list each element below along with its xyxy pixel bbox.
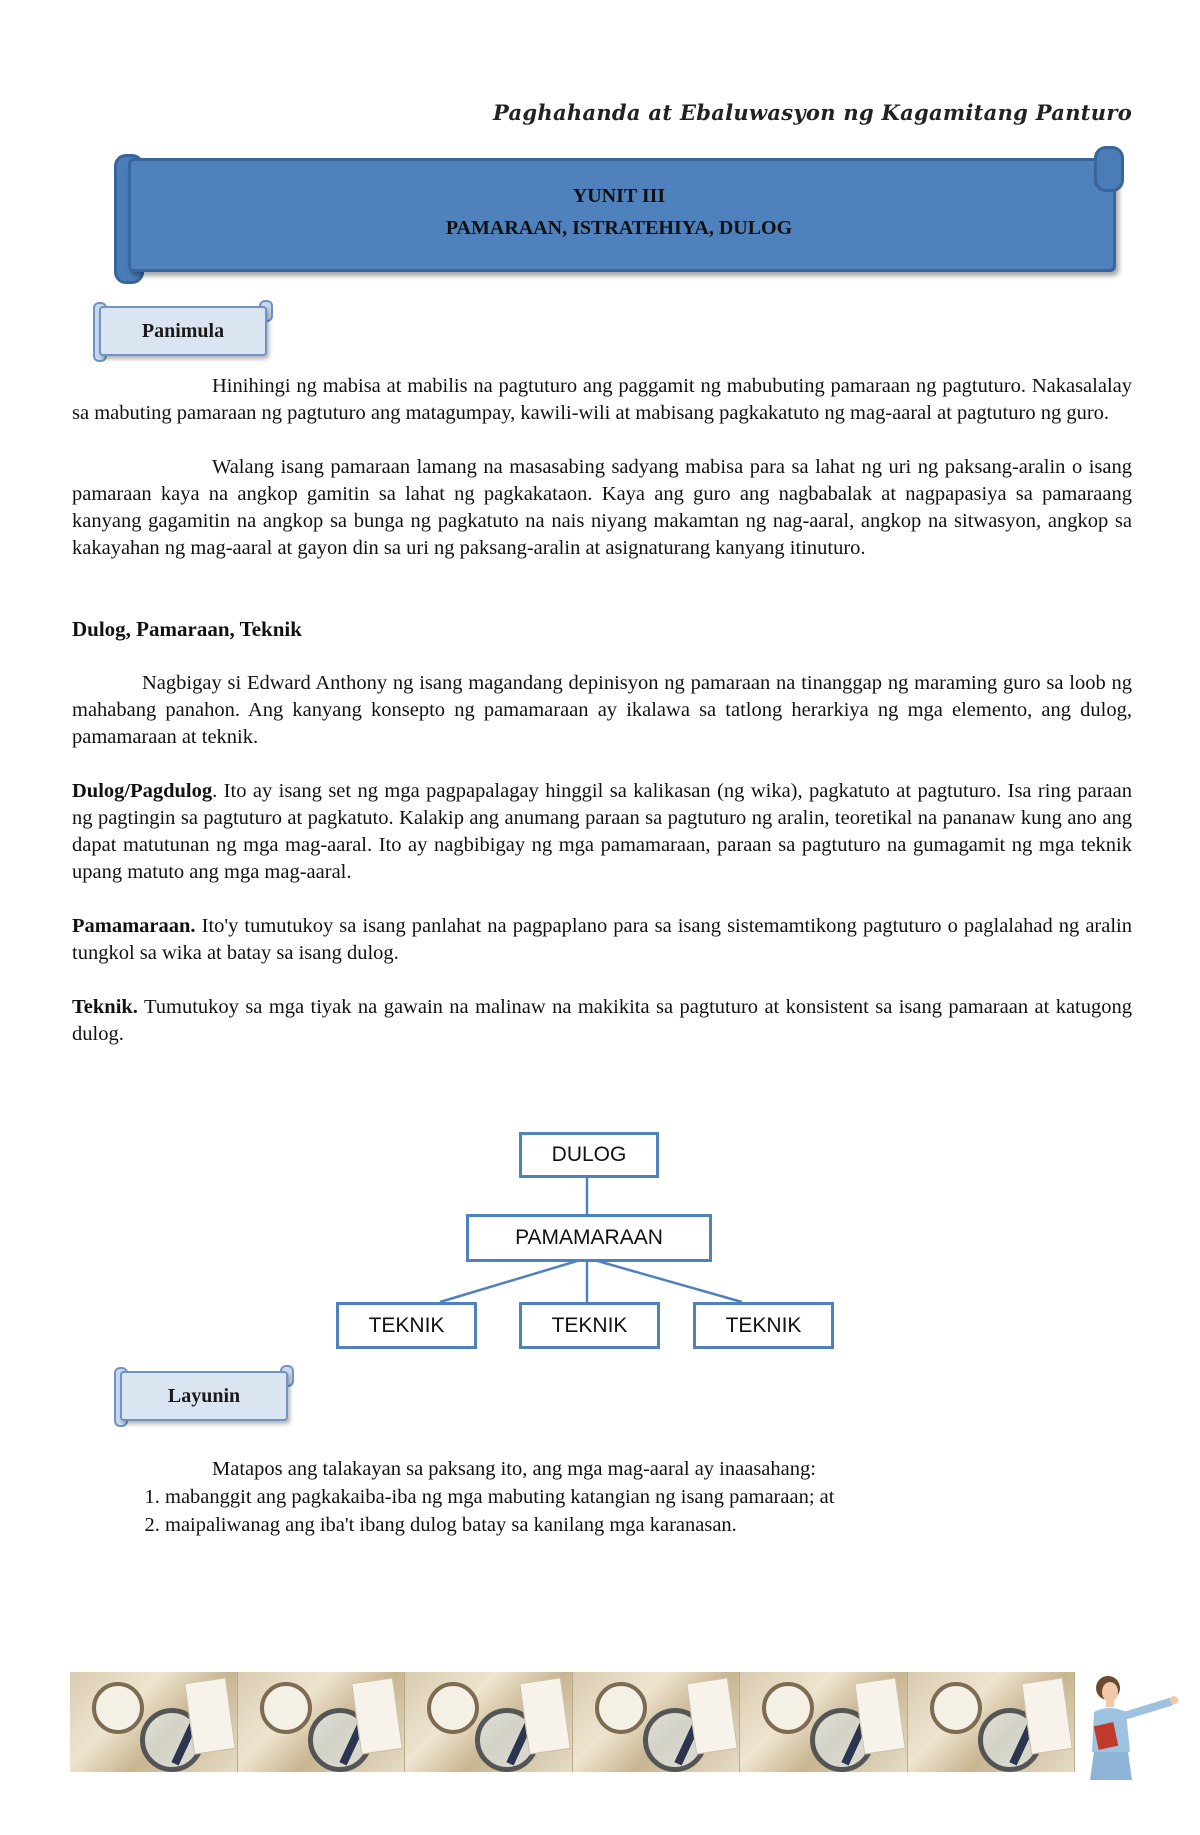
pamamaraan-box: PAMAMARAAN (466, 1214, 712, 1262)
paper-icon (351, 1677, 403, 1754)
paper-icon (1021, 1677, 1073, 1754)
clock-icon (92, 1682, 144, 1734)
connector-to-teknik-3 (587, 1258, 742, 1302)
objective-item: 2. maipaliwanag ang iba't ibang dulog batay sa kanilang mga karanasan. (165, 1511, 1132, 1539)
footer-desk-image (740, 1672, 908, 1772)
layunin-label-banner (114, 1365, 294, 1427)
objectives-intro: Matapos ang talakayan sa paksang ito, ang mga mag-aaral ay inaasahang: (212, 1458, 816, 1480)
teacher-illustration-icon (1080, 1672, 1190, 1782)
panimula-paragraph-2 (72, 454, 1132, 562)
clock-icon (930, 1682, 982, 1734)
dulog-paragraph (72, 778, 1132, 886)
anthony-paragraph (72, 670, 1132, 751)
panimula-text-1: Hinihingi ng mabisa at mabilis na pagtuturo ang paggamit ng mabubuting pamaraan ng pagtuturo. Nakasalalay sa mabuting pamaraan ng pagtuturo ang matagumpay, kawili-wili at mabisang pagkakatuto ng mag-aaral at pagtuturo ng guro. (72, 375, 1132, 424)
unit-banner (112, 146, 1126, 286)
pamamaraan-term: Pamamaraan. (72, 915, 196, 937)
objectives-block (72, 1455, 1132, 1539)
footer-desk-image (908, 1672, 1076, 1772)
dulog-term: Dulog/Pagdulog (72, 780, 213, 802)
banner-text (128, 158, 1110, 266)
pamamaraan-text: Ito'y tumutukoy sa isang panlahat na pagpaplano para sa isang sistemamtikong pagtuturo o paglalahad ng aralin tungkol sa wika at batay sa isang dulog. (72, 915, 1132, 964)
teknik-box-3: TEKNIK (693, 1302, 834, 1349)
teknik-paragraph (72, 994, 1132, 1048)
clock-icon (762, 1682, 814, 1734)
teknik-term: Teknik. (72, 996, 138, 1018)
footer-desk-image (573, 1672, 741, 1772)
clock-icon (260, 1682, 312, 1734)
unit-title: PAMARAAN, ISTRATEHIYA, DULOG (445, 217, 793, 239)
teknik-box-1: TEKNIK (336, 1302, 477, 1349)
unit-number: YUNIT III (572, 185, 666, 207)
panimula-paragraph-1 (72, 373, 1132, 427)
dulog-box: DULOG (519, 1132, 659, 1178)
panimula-label: Panimula (99, 306, 267, 356)
anthony-text: Nagbigay si Edward Anthony ng isang magandang depinisyon ng pamaraan na tinanggap ng maraming guro sa loob ng mahabang panahon. Ang kanyang konsepto ng pamamaraan ay ikalawa sa tatlong herarkiya ng mga elemento, ang dulog, pamamaraan at teknik. (72, 672, 1132, 748)
panimula-text-2: Walang isang pamaraan lamang na masasabing sadyang mabisa para sa lahat ng uri ng paksang-aralin o isang pamaraan kaya na angkop gamitin sa lahat ng pagkakataon. Kaya ang guro ang nagbabalak at nagpapasiya sa pamaraang kanyang gagamitin na angkop sa bunga ng pagkatuto na nais niyang makamtan ng nag-aaral, angkop na sitwasyon, angkop sa kakayahan ng mag-aaral at gayon din sa uri ng paksang-aralin at asignaturang kanyang itinuturo. (72, 456, 1132, 559)
connector-to-teknik-1 (440, 1258, 587, 1302)
objective-item: 1. mabanggit ang pagkakaiba-iba ng mga mabuting katangian ng isang pamaraan; at (165, 1483, 1132, 1511)
page-header-title: Paghahanda at Ebaluwasyon ng Kagamitang Panturo (492, 100, 1132, 125)
footer-image-strip (70, 1672, 1075, 1772)
footer-desk-image (70, 1672, 238, 1772)
objectives-list (72, 1483, 1132, 1539)
footer-desk-image (405, 1672, 573, 1772)
panimula-label-banner (93, 300, 273, 362)
teknik-text: Tumutukoy sa mga tiyak na gawain na malinaw na makikita sa pagtuturo at konsistent sa isang pamaraan at katugong dulog. (72, 996, 1132, 1045)
clock-icon (427, 1682, 479, 1734)
teknik-box-2: TEKNIK (519, 1302, 660, 1349)
paper-icon (686, 1677, 738, 1754)
footer-desk-image (238, 1672, 406, 1772)
pamamaraan-paragraph (72, 913, 1132, 967)
section-heading: Dulog, Pamaraan, Teknik (72, 617, 302, 641)
hierarchy-diagram (0, 1120, 1200, 1360)
dulog-text: . Ito ay isang set ng mga pagpapalagay hinggil sa kalikasan (ng wika), pagkatuto at pagtuturo. Isa ring paraan ng pagtingin sa pagtuturo at pagkatuto. Kalakip ang anumang paraan sa pagtuturo ng aralin, teoretikal na pananaw kung ano ang dapat matutunan ng mga mag-aaral. Ito ay nagbibigay ng mga pamamaraan, paraan sa pagtuturo na gumagamit ng mga teknik upang matuto ang mga mag-aaral. (72, 780, 1132, 883)
clock-icon (595, 1682, 647, 1734)
layunin-label: Layunin (120, 1371, 288, 1421)
